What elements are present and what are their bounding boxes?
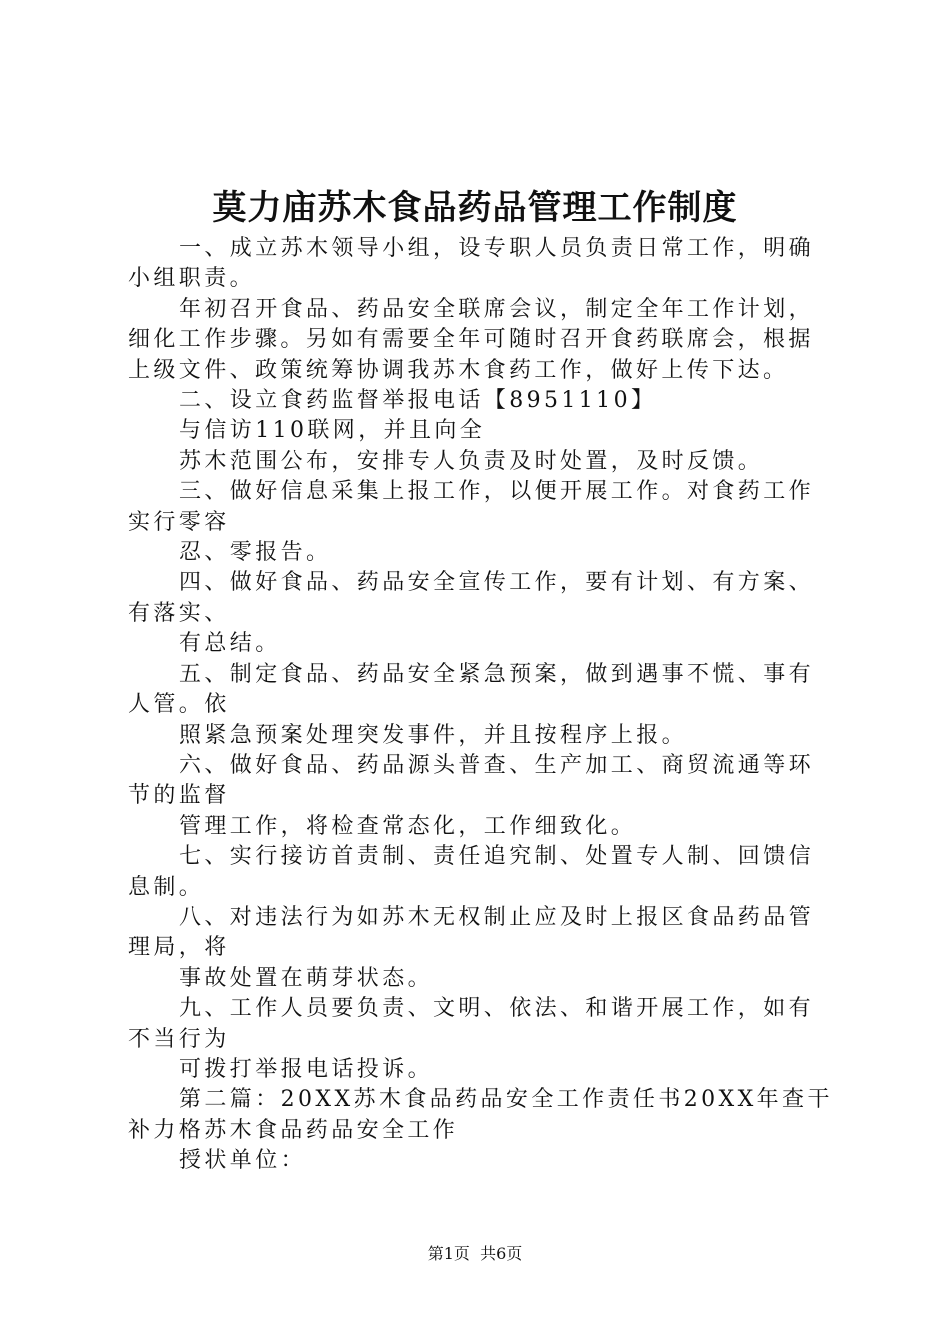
paragraph: 事故处置在萌芽状态。	[179, 965, 434, 991]
paragraph: 七、实行接访首责制、责任追究制、处置专人制、回馈信息制。	[128, 844, 815, 900]
page-number: 第1页	[427, 1244, 470, 1263]
document-title: 莫力庙苏木食品药品管理工作制度	[212, 188, 738, 228]
paragraph: 授状单位：	[179, 1148, 307, 1174]
paragraph: 三、做好信息采集上报工作，以便开展工作。对食药工作实行零容	[128, 479, 815, 535]
paragraph: 一、成立苏木领导小组，设专职人员负责日常工作，明确小组职责。	[128, 236, 815, 292]
paragraph: 四、做好食品、药品安全宣传工作，要有计划、有方案、有落实、	[128, 570, 815, 626]
paragraph: 五、制定食品、药品安全紧急预案，做到遇事不慌、事有人管。依	[128, 661, 815, 718]
document-body	[128, 234, 838, 1177]
page-total: 共6页	[480, 1244, 523, 1263]
paragraph: 苏木范围公布，安排专人负责及时处置，及时反馈。	[179, 448, 764, 474]
paragraph: 管理工作，将检查常态化，工作细致化。	[179, 813, 637, 839]
paragraph: 忍、零报告。	[179, 540, 332, 566]
paragraph: 年初召开食品、药品安全联席会议，制定全年工作计划，细化工作步骤。另如有需要全年可随时召开食药联席会，根据上级文件、政策统筹协调我苏木食药工作，做好上传下达。	[128, 296, 815, 383]
paragraph: 六、做好食品、药品源头普查、生产加工、商贸流通等环节的监督	[128, 752, 815, 809]
paragraph: 八、对违法行为如苏木无权制止应及时上报区食品药品管理局，将	[128, 904, 815, 961]
paragraph: 可拨打举报电话投诉。	[179, 1056, 434, 1082]
paragraph: 与信访110联网，并且向全	[179, 418, 486, 444]
paragraph: 二、设立食药监督举报电话【8951110】	[179, 388, 657, 414]
paragraph: 照紧急预案处理突发事件，并且按程序上报。	[179, 722, 688, 748]
paragraph: 九、工作人员要负责、文明、依法、和谐开展工作，如有不当行为	[128, 996, 815, 1052]
paragraph: 第二篇：20XX苏木食品药品安全工作责任书20XX年查干补力格苏木食品药品安全工作	[128, 1087, 833, 1143]
paragraph: 有总结。	[179, 631, 281, 657]
page-footer	[0, 1242, 950, 1266]
